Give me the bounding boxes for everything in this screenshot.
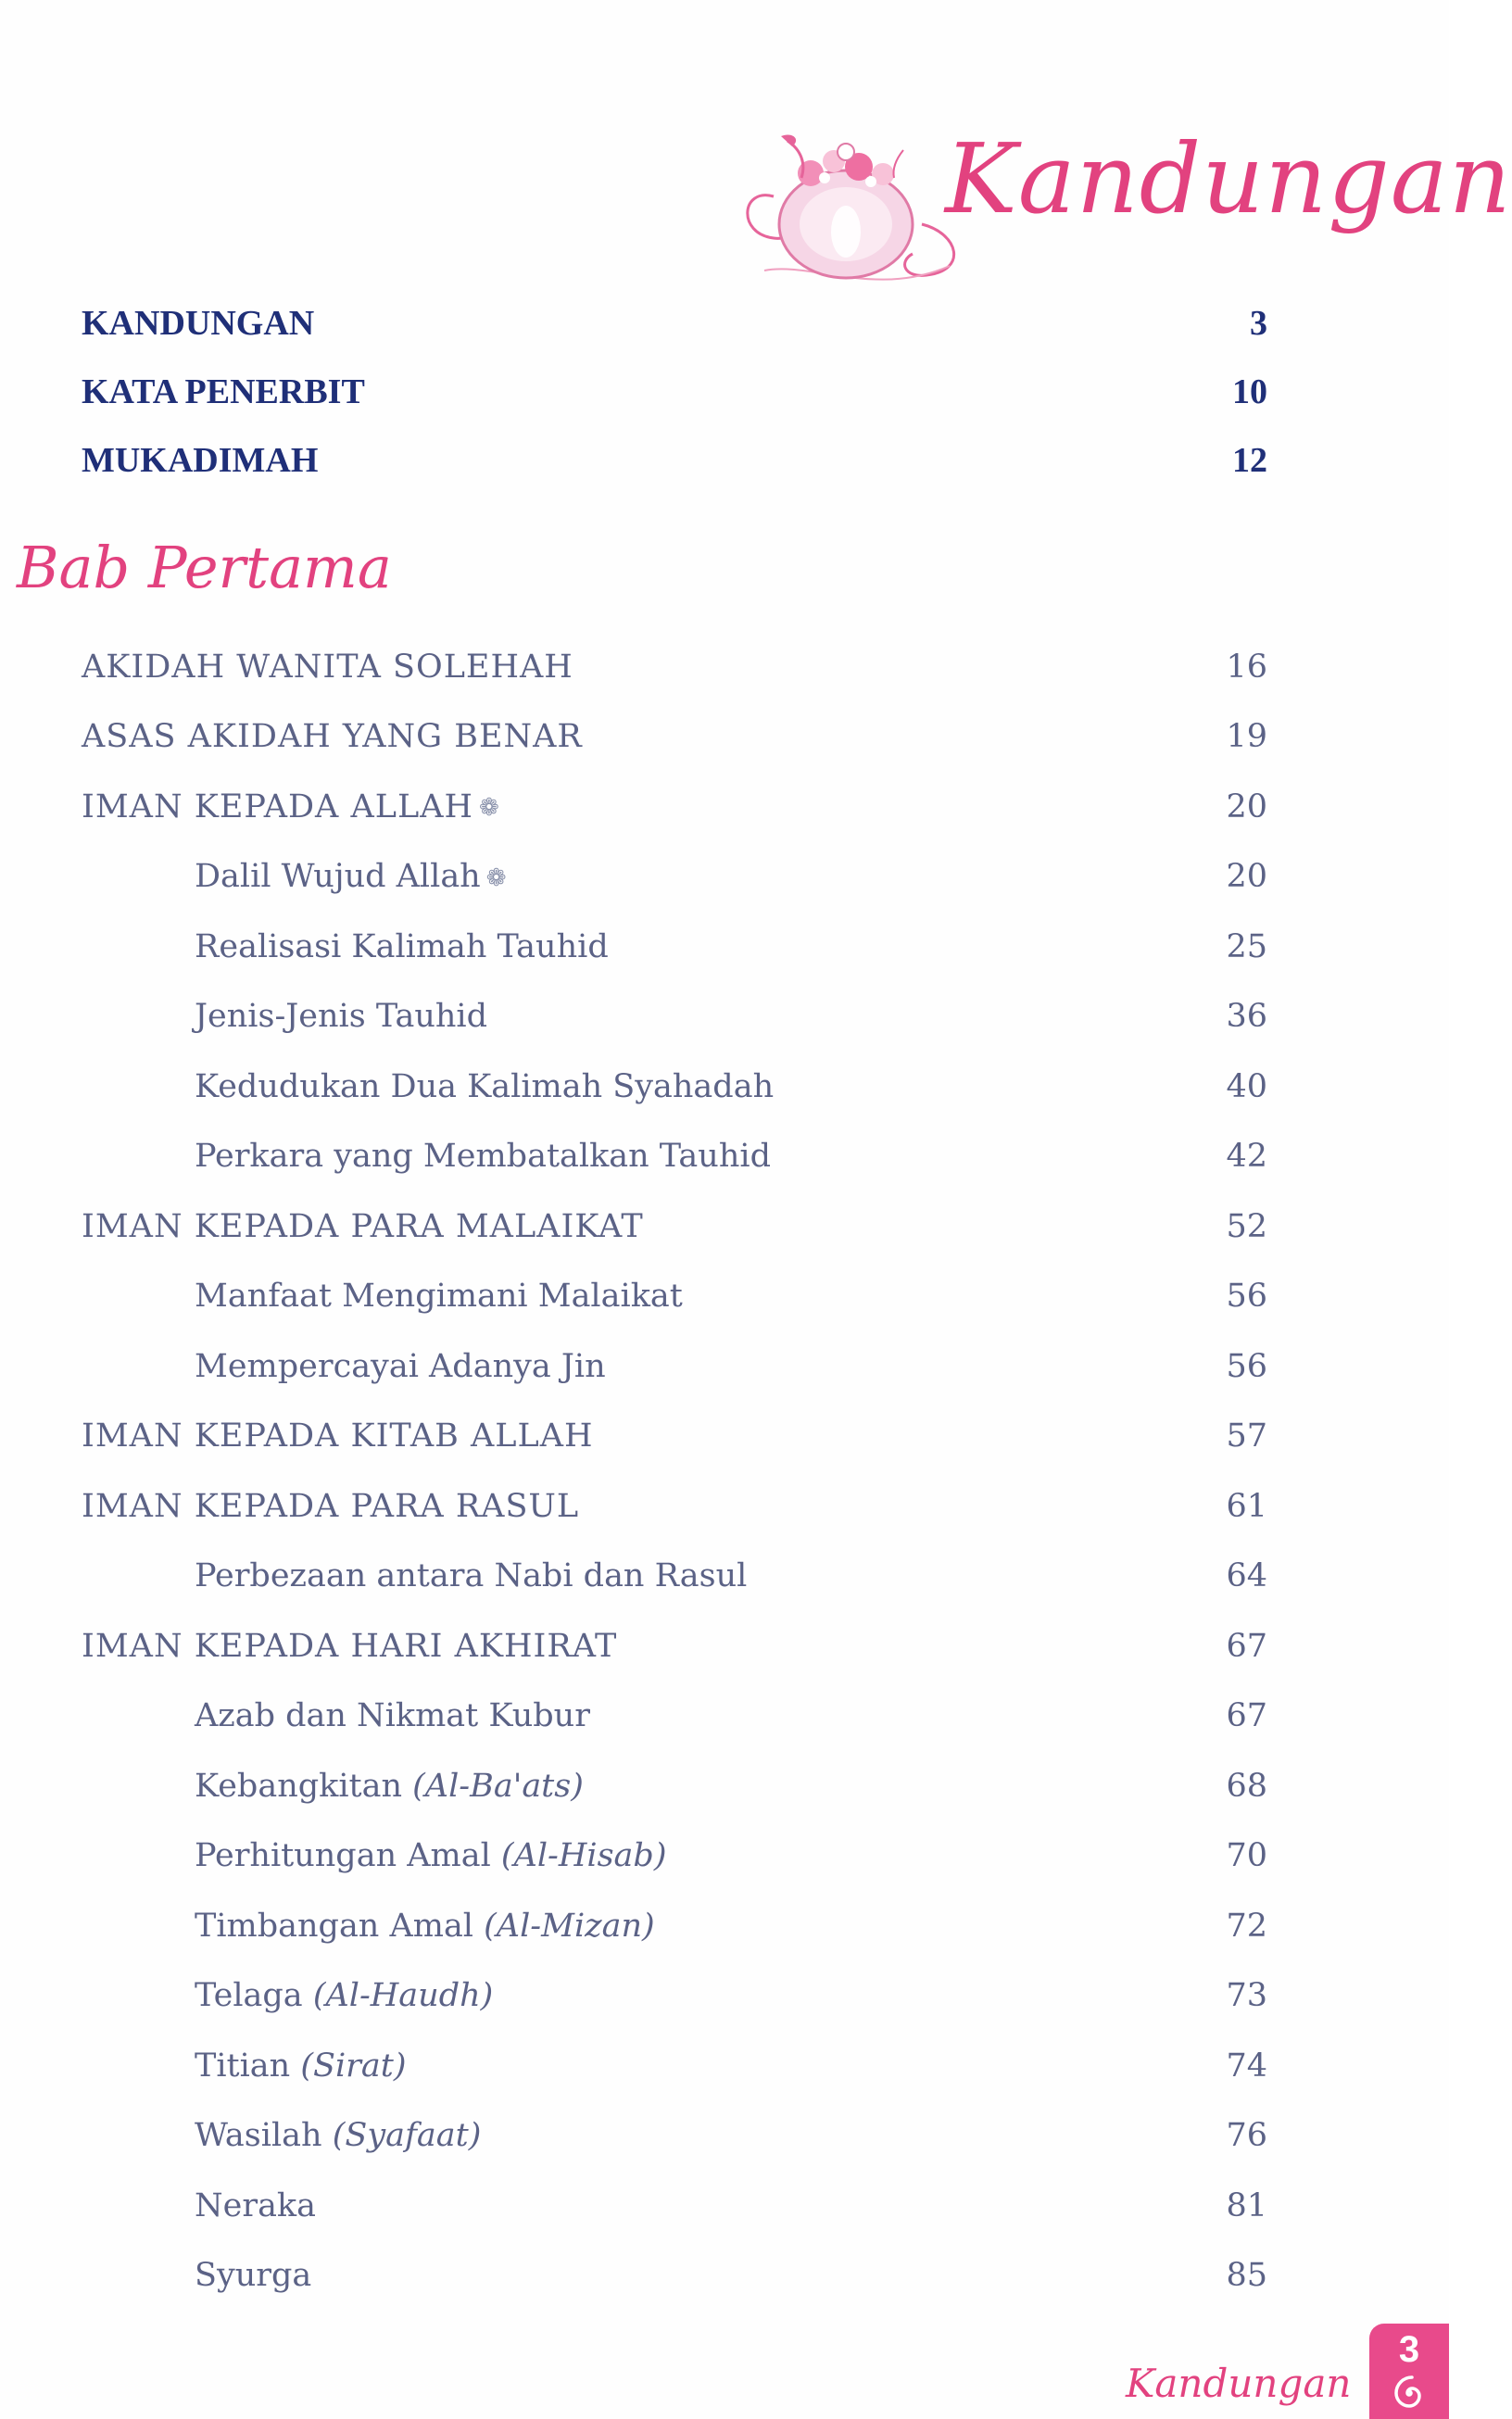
toc-entry-label: IMAN KEPADA KITAB ALLAH [82, 1417, 594, 1455]
toc-subentry[interactable] [82, 912, 1267, 982]
toc-entry-page: 10 [1232, 372, 1267, 411]
toc-entry-label: Wasilah (Syafaat) [195, 2117, 482, 2155]
toc-entry[interactable] [82, 426, 1267, 495]
toc-entry-page: 20 [1226, 787, 1267, 825]
toc-entry-page: 67 [1226, 1697, 1267, 1735]
toc-entry[interactable] [82, 632, 1267, 702]
toc-subentry[interactable] [82, 1682, 1267, 1752]
toc-entry-label: KATA PENERBIT [82, 372, 365, 411]
toc-entry-label: Neraka [195, 2186, 317, 2224]
toc-entry-page: 64 [1226, 1557, 1267, 1595]
toc-entry-label: Jenis-Jenis Tauhid [195, 998, 488, 1036]
toc-entry-label: Perhitungan Amal (Al-Hisab) [195, 1837, 667, 1875]
toc-subentry[interactable] [82, 1961, 1267, 2032]
toc-entry-page: 19 [1226, 718, 1267, 756]
toc-entry[interactable] [82, 772, 1267, 842]
toc-subentry[interactable] [82, 982, 1267, 1052]
page-number: 3 [1398, 2329, 1420, 2370]
toc-subentry[interactable] [82, 2241, 1267, 2312]
toc-subentry[interactable] [82, 1821, 1267, 1892]
toc-entry-label: Mempercayai Adanya Jin [195, 1347, 606, 1385]
toc-entry-label: Perkara yang Membatalkan Tauhid [195, 1138, 771, 1176]
flower-pot-ornament-icon [737, 85, 977, 298]
toc-subentry[interactable] [82, 1751, 1267, 1821]
toc-subentry[interactable] [82, 2101, 1267, 2172]
toc-entry-page: 12 [1232, 441, 1267, 480]
toc-list [82, 632, 1267, 2311]
toc-entry-page: 67 [1226, 1627, 1267, 1665]
toc-entry-page: 57 [1226, 1417, 1267, 1455]
toc-entry-page: 61 [1226, 1487, 1267, 1525]
toc-entry-label: Kedudukan Dua Kalimah Syahadah [195, 1067, 775, 1105]
running-footer: Kandungan [1126, 2361, 1352, 2406]
toc-entry-page: 85 [1226, 2257, 1267, 2295]
toc-entry-page: 70 [1226, 1837, 1267, 1875]
toc-entry[interactable] [82, 1402, 1267, 1472]
toc-subentry[interactable] [82, 2031, 1267, 2101]
toc-entry-page: 40 [1226, 1067, 1267, 1105]
toc-subentry[interactable] [82, 1331, 1267, 1402]
toc-entry-page: 73 [1226, 1977, 1267, 2015]
toc-entry[interactable] [82, 289, 1267, 358]
toc-entry-label: IMAN KEPADA ALLAH ❁ [82, 787, 500, 825]
toc-subentry[interactable] [82, 1122, 1267, 1192]
toc-entry-page: 36 [1226, 998, 1267, 1036]
toc-entry-label: Realisasi Kalimah Tauhid [195, 927, 609, 965]
toc-entry-label: AKIDAH WANITA SOLEHAH [82, 648, 573, 686]
toc-entry-label: Kebangkitan (Al-Ba'ats) [195, 1767, 584, 1805]
toc-entry-label: Timbangan Amal (Al-Mizan) [195, 1907, 655, 1945]
toc-entry[interactable] [82, 1611, 1267, 1682]
toc-entry-label: IMAN KEPADA PARA RASUL [82, 1487, 580, 1525]
toc-entry-label: Titian (Sirat) [195, 2047, 407, 2085]
toc-entry-label: IMAN KEPADA PARA MALAIKAT [82, 1207, 644, 1245]
toc-entry-page: 56 [1226, 1347, 1267, 1385]
toc-entry-label: KANDUNGAN [82, 304, 315, 343]
toc-entry-page: 74 [1226, 2047, 1267, 2085]
toc-entry-page: 3 [1250, 304, 1267, 343]
toc-subentry[interactable] [82, 2171, 1267, 2241]
page-title: Kandungan [945, 122, 1512, 235]
toc-entry-page: 68 [1226, 1767, 1267, 1805]
toc-entry-label: Manfaat Mengimani Malaikat [195, 1278, 683, 1316]
toc-entry-label: Perbezaan antara Nabi dan Rasul [195, 1557, 748, 1595]
front-matter-list [82, 289, 1267, 495]
toc-subentry[interactable] [82, 1542, 1267, 1612]
toc-entry-page: 72 [1226, 1907, 1267, 1945]
toc-entry-label: MUKADIMAH [82, 441, 319, 480]
toc-entry-page: 20 [1226, 858, 1267, 896]
page-header [737, 85, 1512, 298]
toc-subentry[interactable] [82, 1891, 1267, 1961]
honorific-glyph-icon: ❁ [479, 794, 500, 823]
toc-entry[interactable] [82, 358, 1267, 426]
toc-entry-label: Dalil Wujud Allah ❁ [195, 858, 507, 896]
page-number-tab [1369, 2324, 1449, 2419]
toc-subentry[interactable] [82, 1052, 1267, 1122]
spiral-icon [1388, 2372, 1430, 2414]
toc-subentry[interactable] [82, 1262, 1267, 1332]
toc-subentry[interactable] [82, 842, 1267, 913]
section-heading: Bab Pertama [17, 534, 392, 601]
toc-entry-label: ASAS AKIDAH YANG BENAR [82, 718, 583, 756]
toc-entry-label: Azab dan Nikmat Kubur [195, 1697, 590, 1735]
toc-entry-page: 81 [1226, 2186, 1267, 2224]
toc-entry-page: 52 [1226, 1207, 1267, 1245]
honorific-glyph-icon: ❁ [485, 863, 507, 892]
toc-entry-label: Syurga [195, 2257, 312, 2295]
toc-entry[interactable] [82, 702, 1267, 773]
toc-entry[interactable] [82, 1471, 1267, 1542]
toc-entry-page: 76 [1226, 2117, 1267, 2155]
toc-entry[interactable] [82, 1191, 1267, 1262]
toc-entry-page: 56 [1226, 1278, 1267, 1316]
toc-entry-label: IMAN KEPADA HARI AKHIRAT [82, 1627, 618, 1665]
toc-entry-page: 25 [1226, 927, 1267, 965]
toc-entry-label: Telaga (Al-Haudh) [195, 1977, 494, 2015]
toc-entry-page: 42 [1226, 1138, 1267, 1176]
toc-entry-page: 16 [1226, 648, 1267, 686]
